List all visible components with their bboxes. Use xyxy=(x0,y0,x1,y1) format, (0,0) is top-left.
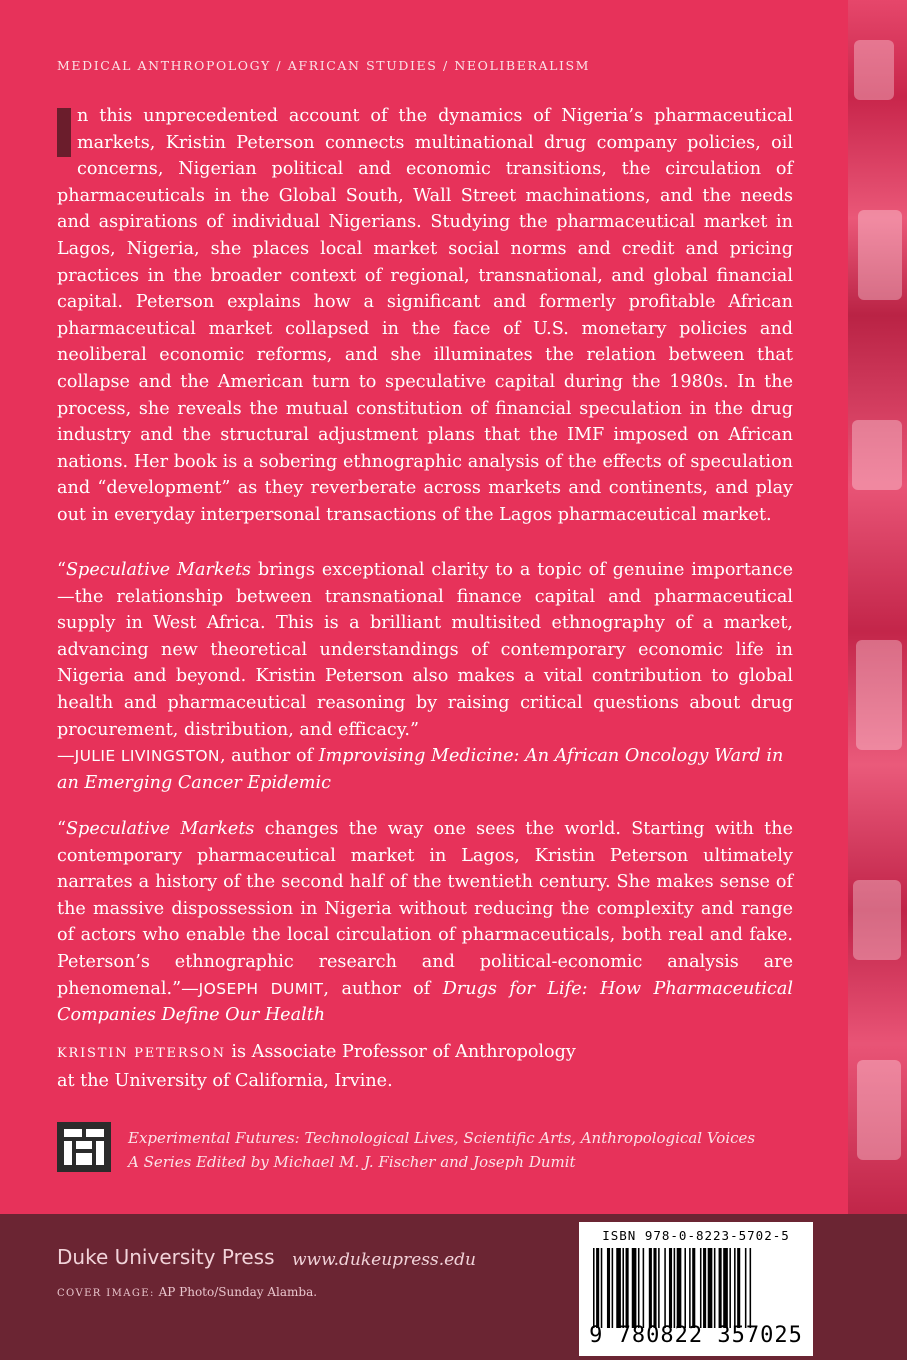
barcode-bar xyxy=(719,1248,722,1328)
endorsement-attribution: —JULIE LIVINGSTON, author of Improvising Medicine: An African Oncology Ward in an Emerging Cancer Epidemic xyxy=(57,746,784,793)
barcode-bar xyxy=(689,1248,691,1328)
publisher-website: www.dukeupress.edu xyxy=(292,1250,476,1270)
barcode-bar xyxy=(626,1248,629,1328)
barcode-bar xyxy=(708,1248,713,1328)
cover-photo-strip xyxy=(848,0,907,1214)
barcode-bar xyxy=(596,1248,599,1328)
endorsement-text: brings exceptional clarity to a topic of genuine importance—the relationship between transnational finance capital and pharmaceutical supply in West Africa. This is a brilliant multisited ethnography of a market, advancing new theoretical understandings of contemporary economic life in Nigeria and beyond. Kristin Peterson also makes a vital contribution to global health and pharmaceutical reasoning by raising critical questions about drug procurement, distribution, and efficacy.” xyxy=(57,560,794,740)
author-bio: KRISTIN PETERSON is Associate Professor of Anthropology at the University of California, Irvine. xyxy=(57,1042,576,1091)
description-paragraph: n this unprecedented account of the dynamics of Nigeria’s pharmaceutical markets, Kristin Peterson connects multinational drug company policies, oil concerns, Nigerian political and economic transitions, the circulation of pharmaceuticals in the Global South, Wall Street machinations, and the needs and aspirations of individual Nigerians. Studying the pharmaceutical market in Lagos, Nigeria, she places local market social norms and credit and pricing practices in the broader context of regional, transnational, and global financial capital. Peterson explains how a significant and formerly profitable African pharmaceutical market collapsed in the face of U.S. monetary policies and neoliberal economic reforms, and she illuminates the relation between that collapse and the American turn to speculative capital during the 1980s. In the process, she reveals the mutual constitution of financial speculation in the drug industry and the structural adjustment plans that the IMF imposed on African nations. Her book is a sobering ethnographic analysis of the effects of speculation and “development” as they reverberate across markets and continents, and play out in everyday interpersonal transactions of the Lagos pharmaceutical market. xyxy=(57,106,793,525)
quoted-book-title: Speculative Markets xyxy=(66,560,252,580)
barcode-bar xyxy=(616,1248,621,1328)
open-quote: “ xyxy=(57,560,66,580)
barcode-bar xyxy=(669,1248,672,1328)
barcode-bar xyxy=(684,1248,686,1328)
barcode-bar xyxy=(653,1248,656,1328)
barcode-bar xyxy=(714,1248,716,1328)
barcode-bar xyxy=(745,1248,747,1328)
isbn-label: ISBN 978-0-8223-5702-5 xyxy=(602,1228,790,1243)
barcode-bar xyxy=(658,1248,660,1328)
endorsement-text: changes the way one sees the world. Starting with the contemporary pharmaceutical market in Lagos, Kristin Peterson ultimately narrates a history of the second half of the twentieth century. She makes sense of the massive dispossession in Nigeria without reducing the complexity and range of actors who enable the local circulation of pharmaceuticals, both real and fake. Peterson’s ethnographic research and political-economic analysis are phenomenal.” xyxy=(57,819,793,999)
barcode-bar xyxy=(612,1248,614,1328)
quoted-book-title: Speculative Markets xyxy=(66,819,255,839)
author-name: KRISTIN PETERSON xyxy=(57,1046,226,1061)
barcode-bar xyxy=(677,1248,682,1328)
series-editors: A Series Edited by Michael M. J. Fischer and Joseph Dumit xyxy=(128,1153,576,1171)
series-title: Experimental Futures: Technological Lives, Scientific Arts, Anthropological Voices xyxy=(128,1129,756,1147)
series-logo-icon xyxy=(57,1122,111,1172)
barcode-bar xyxy=(593,1248,595,1328)
barcode-bar xyxy=(638,1248,640,1328)
barcode-bar xyxy=(664,1248,666,1328)
drop-cap-bar xyxy=(57,108,71,157)
barcode-icon xyxy=(593,1248,799,1328)
endorser-book: Drugs for Life: How Pharmaceutical Companies Define Our Health xyxy=(57,978,793,1026)
barcode-bar xyxy=(649,1248,652,1328)
isbn-barcode xyxy=(579,1222,813,1356)
barcode-bar xyxy=(723,1248,728,1328)
barcode-bar xyxy=(607,1248,610,1328)
cover-image-credit: COVER IMAGE: AP Photo/Sunday Alamba. xyxy=(57,1285,318,1299)
endorsement-livingston xyxy=(57,557,793,796)
endorsement-dumit: “Speculative Markets changes the way one sees the world. Starting with the contemporary pharmaceutical market in Lagos, Kristin Peterson ultimately narrates a history of the second half of the twentieth century. She makes sense of the massive dispossession in Nigeria without reducing the complexity and range of actors who enable the local circulation of pharmaceuticals, both real and fake. Peterson’s ethnographic research and political-economic analysis are phenomenal.”—JOSEPH DUMIT, author of Drugs for Life: How Pharmaceutical Companies Define Our Health xyxy=(57,819,793,1026)
subject-categories: MEDICAL ANTHROPOLOGY / AFRICAN STUDIES / NEOLIBERALISM xyxy=(57,58,591,73)
open-quote: “ xyxy=(57,819,66,839)
barcode-bar xyxy=(622,1248,624,1328)
barcode-bar xyxy=(729,1248,731,1328)
barcode-bar xyxy=(643,1248,645,1328)
publisher-name: Duke University Press xyxy=(57,1245,275,1269)
barcode-number: 9 780822 357025 xyxy=(589,1323,803,1348)
endorser-name: JULIE LIVINGSTON xyxy=(74,747,220,766)
barcode-bar xyxy=(674,1248,676,1328)
endorser-book: Improvising Medicine: An African Oncology Ward in an Emerging Cancer Epidemic xyxy=(57,746,784,793)
book-description xyxy=(57,103,793,529)
endorser-name: JOSEPH DUMIT xyxy=(198,979,324,998)
barcode-bar xyxy=(692,1248,695,1328)
barcode-bar xyxy=(734,1248,736,1328)
barcode-bar xyxy=(700,1248,702,1328)
barcode-bar xyxy=(737,1248,740,1328)
barcode-bar xyxy=(601,1248,603,1328)
barcode-bar xyxy=(750,1248,752,1328)
barcode-bar xyxy=(632,1248,637,1328)
barcode-bar xyxy=(703,1248,706,1328)
series-info xyxy=(128,1126,768,1174)
